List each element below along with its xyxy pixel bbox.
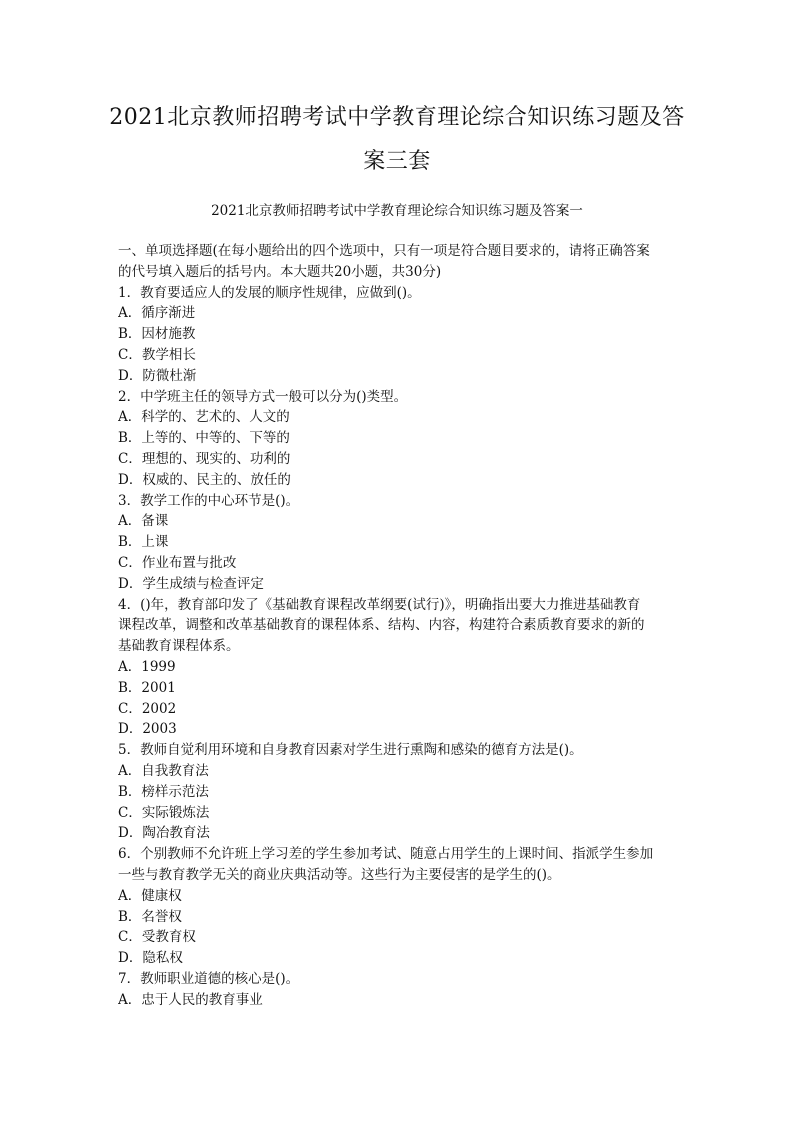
answer-option: C．2002: [118, 700, 177, 717]
question-stem: 一些与教育教学无关的商业庆典活动等。这些行为主要侵害的是学生的()。: [118, 866, 561, 883]
answer-option: A．循序渐进: [118, 305, 196, 322]
document-title-line-1: 2021北京教师招聘考试中学教育理论综合知识练习题及答: [109, 105, 685, 130]
answer-option: D．陶冶教育法: [118, 825, 210, 842]
answer-option: D．学生成绩与检查评定: [118, 575, 264, 592]
answer-option: A．自我教育法: [118, 762, 209, 779]
question-stem: 5．教师自觉利用环境和自身教育因素对学生进行熏陶和感染的德育方法是()。: [118, 742, 583, 759]
question-stem: 基础教育课程体系。: [118, 638, 240, 655]
question-stem: 6．个别教师不允许班上学习差的学生参加考试、随意占用学生的上课时间、指派学生参加: [118, 846, 654, 863]
answer-option: A．1999: [118, 658, 176, 675]
answer-option: B．上课: [118, 534, 169, 551]
answer-option: C．实际锻炼法: [118, 804, 210, 821]
answer-option: D．隐私权: [118, 950, 183, 967]
answer-option: A．健康权: [118, 887, 182, 904]
answer-option: A．科学的、艺术的、人文的: [118, 409, 290, 426]
question-list: [118, 241, 678, 1010]
section-instructions: 的代号填入题后的括号内。本大题共20小题，共30分): [118, 263, 442, 280]
question-stem: 3．教学工作的中心环节是()。: [118, 492, 300, 509]
question-stem: 2．中学班主任的领导方式一般可以分为()类型。: [118, 388, 408, 405]
answer-option: D．2003: [118, 721, 177, 738]
section-instructions: 一、单项选择题(在每小题给出的四个选项中，只有一项是符合题目要求的，请将正确答案: [118, 243, 650, 259]
answer-option: A．备课: [118, 513, 169, 530]
document-title-line-2: 案三套: [363, 149, 431, 174]
answer-option: A．忠于人民的教育事业: [118, 991, 263, 1008]
answer-option: B．上等的、中等的、下等的: [118, 430, 290, 447]
answer-option: D．权威的、民主的、放任的: [118, 471, 291, 488]
answer-option: C．教学相长: [118, 346, 196, 363]
answer-option: C．受教育权: [118, 929, 196, 946]
question-stem: 7．教师职业道德的核心是()。: [118, 970, 300, 987]
question-stem: 1．教育要适应人的发展的顺序性规律，应做到()。: [118, 284, 421, 301]
answer-option: B．2001: [118, 679, 176, 696]
answer-option: B．因材施教: [118, 326, 196, 343]
section-subtitle: 2021北京教师招聘考试中学教育理论综合知识练习题及答案一: [211, 203, 583, 219]
answer-option: B．名誉权: [118, 908, 182, 925]
answer-option: C．理想的、现实的、功利的: [118, 450, 291, 467]
question-stem: 课程改革，调整和改革基础教育的课程体系、结构、内容，构建符合素质教育要求的新的: [118, 617, 645, 634]
question-stem: 4．()年，教育部印发了《基础教育课程改革纲要(试行)》，明确指出要大力推进基础教育: [118, 596, 641, 613]
answer-option: D．防微杜渐: [118, 367, 197, 384]
answer-option: C．作业布置与批改: [118, 554, 237, 571]
answer-option: B．榜样示范法: [118, 783, 209, 800]
